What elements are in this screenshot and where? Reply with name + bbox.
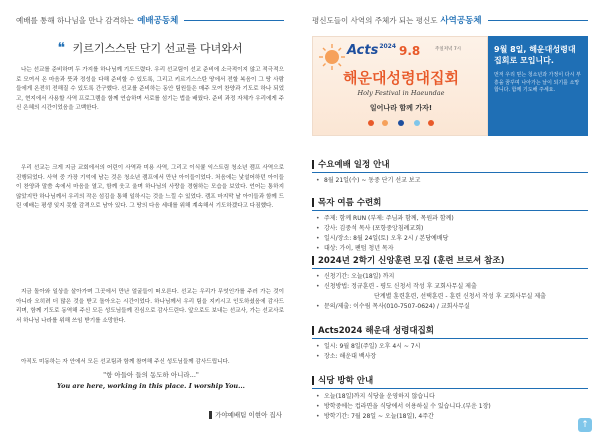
closing-quote-english: You are here, working in this place. I worship You... (57, 382, 245, 390)
section-rule (312, 268, 588, 269)
quote-mark-icon: ❝ (57, 40, 66, 56)
section-marker (312, 160, 314, 169)
section-title (312, 324, 588, 336)
left-header (16, 12, 284, 28)
section-title-text: Acts2024 해운대 성령대집회 (318, 326, 435, 336)
header-rule (184, 20, 284, 21)
section-title-text: 목자 여름 수련회 (318, 198, 382, 208)
signature-bar (209, 411, 212, 419)
article-title-text: 키르기스스탄 단기 선교를 다녀와서 (72, 42, 243, 55)
list-item: • 신청방법: 정규훈련 - 평도 신청서 작성 후 교회사무실 제출 (312, 282, 588, 292)
decorative-dots (363, 117, 439, 129)
list-item: • 일시: 9월 8일(주일) 오후 4시 ~ 7시 (312, 342, 588, 352)
event-poster (312, 36, 488, 136)
section-rule (312, 172, 588, 173)
header-rule (488, 20, 588, 21)
poster-title: 해운대성령대집회 (343, 69, 459, 87)
list-item: • 일시/장소: 8월 24일(토) 오후 2시 / 본당예배당 (312, 234, 588, 244)
announcement-section (312, 158, 588, 186)
closing-quote-korean: "항 아들아 들의 동도하 아니라..." (103, 371, 199, 379)
left-header-subtitle: 예배를 통해 하나님을 만나 감격하는 (16, 15, 135, 25)
article-signature (209, 410, 282, 419)
poster-title-english: Holy Festival in Haeundae (357, 89, 445, 97)
section-title (312, 374, 588, 386)
list-item: • 주제: 함께 RUN (부제: 주님과 함께, 목원과 함께) (312, 214, 588, 224)
section-marker (312, 198, 314, 207)
announcement-section (312, 254, 588, 312)
article-paragraph: 나는 선교를 준비하며 두 가지를 하나님께 기도드렸다. 우리 선교팀이 선교 준비에 소극적이지 않고 적극적으로 모여서 온 마음과 뜻과 정성을 다해 준비할 수 있도록, 그리고 키르기스스탄 땅에서 전할 복음이 그 땅 사람들에게 온전히 전해질 수 있도록 간구했다. 선교를 준비하는 동안 팀원들은 매주 모여 찬양과 기도로 하나 되었고, 현지에서 사용할 사역 프로그램을 함께 연습하며 서로를 섬기는 법을 배웠다. 준비 과정 자체가 우리에게 주신 은혜의 시간이었음을 고백한다. (16, 67, 284, 111)
article-paragraph: 우리 선교는 크게 지금 교회에서의 어린이 사역과 미용 사역, 그리고 이식쿨 익스트림 청소년 캠프 사역으로 진행되었다. 사역 중 가장 기억에 남는 것은 청소년 캠프에서 만난 아이들이었다. 처음에는 낯설어하던 아이들이 찬양과 말씀 속에서 마음을 열고, 함께 웃고 울며 하나님의 사랑을 경험하는 모습을 보았다. 언어는 통하지 않았지만 하나님께서 우리의 작은 섬김을 통해 일하시는 것을 느낄 수 있었다. 캠프 마지막 날 아이들과 함께 드린 예배는 평생 잊지 못할 감격으로 남아 있다. 그 땅의 다음 세대를 위해 계속해서 기도하겠다고 다짐했다. (16, 165, 284, 209)
section-rule (312, 210, 588, 211)
poster-tagline: 일어나라 함께 가자! (369, 104, 433, 112)
list-item: • 신청기간: 오늘(18일) 까지 (312, 272, 588, 282)
list-item-continued: 단계별 훈련훈련, 선택훈련 - 훈련 신청서 작성 후 교회사무실 제출 (374, 293, 546, 300)
info-box-headline: 9월 8일, 해운대성령대집회로 모입니다. (494, 45, 576, 65)
list-item: • 강사: 김중석 목사 (포항중앙침례교회) (312, 224, 588, 234)
poster-acts-year: 2024 (379, 43, 397, 50)
poster-acts-label: Acts (347, 43, 379, 58)
right-header-title: 사역공동체 (440, 16, 482, 26)
section-marker (312, 376, 314, 385)
section-title-text: 수요예배 일정 안내 (318, 160, 390, 170)
section-title-text: 식당 방학 안내 (318, 376, 374, 386)
closing-quote (56, 370, 246, 400)
right-header (312, 12, 588, 28)
article-paragraph: 아직도 미동하는 자 안에서 모든 선교팀과 함께 참여해 주신 성도님들께 감사드립니다. (21, 359, 230, 365)
section-title-text: 2024년 2학기 신앙훈련 모집 (훈련 브로셔 참조) (318, 256, 505, 266)
right-page (300, 0, 600, 440)
section-title (312, 254, 588, 266)
list-item: • 장소: 해운대 백사장 (312, 352, 588, 362)
section-title (312, 196, 588, 208)
list-item: • 방학기간: 7월 28일 ~ 오늘(18일), 4주간 (312, 412, 588, 422)
poster-acts-logo (347, 43, 396, 58)
scroll-top-icon[interactable]: ↑ (578, 418, 592, 432)
signature-text: 가야예배팀 이현아 집사 (215, 411, 282, 419)
list-item: • 문의/제출: 이수림 목사(010-7507-0624) / 교회사무실 (312, 302, 588, 312)
section-marker (312, 256, 314, 265)
announcement-section (312, 324, 588, 362)
section-rule (312, 338, 588, 339)
announcement-section (312, 374, 588, 422)
poster-date: 9.8 (399, 44, 421, 58)
poster-time: 주일저녁 7시 (435, 47, 462, 52)
section-rule (312, 388, 588, 389)
article-title (16, 40, 284, 56)
list-item: • 오늘(18일)까지 식당을 운영하지 않습니다 (312, 392, 588, 402)
left-header-title: 예배공동체 (137, 16, 179, 26)
right-header-subtitle: 평신도들이 사역의 주체가 되는 평신도 (312, 15, 438, 25)
section-marker (312, 326, 314, 335)
list-item: • 방학중에는 컵라면을 식당에서 이용하실 수 있습니다.(부운 1장) (312, 402, 588, 412)
section-title (312, 158, 588, 170)
announcement-section (312, 196, 588, 254)
event-info-box (488, 36, 588, 136)
article-paragraph: 지금 돌아와 일상을 살아가며 그곳에서 만난 얼굴들이 떠오른다. 선교는 우리가 무엇인가를 주러 가는 것이 아니라 오히려 더 많은 것을 받고 돌아오는 시간이었다. 하나님께서 우리 팀을 지키시고 인도하셨음에 감사드리며, 함께 기도로 동역해 주신 모든 성도님들께 진심으로 감사드린다. 앞으로도 보내는 선교사, 가는 선교사로서 하나님 나라를 위해 쓰임 받기를 소망한다. (16, 289, 284, 324)
list-item: • 대상: 가이, 팬텀 청년 목자 (312, 244, 588, 254)
list-item: • 8월 21일(수) ~ 동중 단기 선교 보고 (312, 176, 588, 186)
info-box-body: 먼저 우리 믿는 청소년과 가정이 다시 부흥을 꿈꾸며 나아가는 날이 되기를 소망합니다. 함께 기도해 주세요. (494, 72, 581, 93)
